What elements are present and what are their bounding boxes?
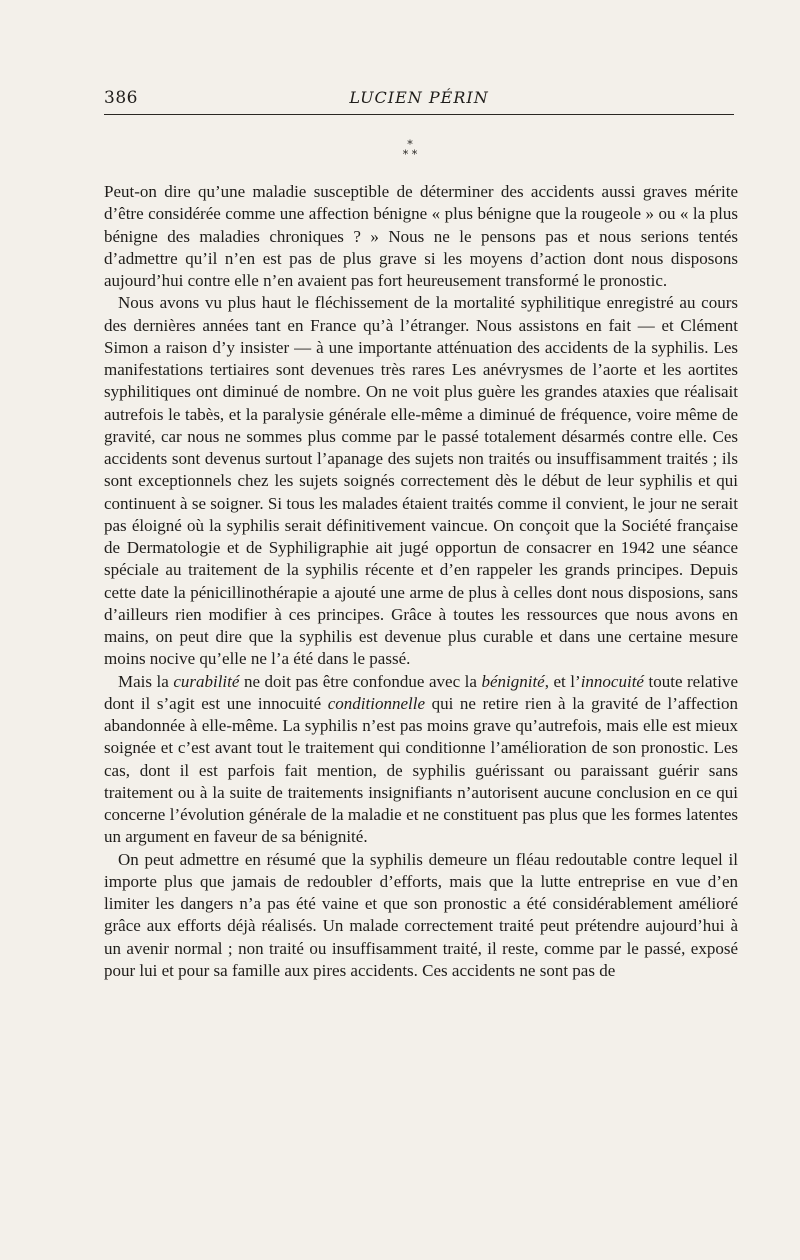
text-run: Mais la (118, 671, 174, 691)
asterism-bottom: * * (402, 148, 418, 161)
text-run: Nous avons vu plus haut le fléchissement de la mortalité syphilitique enregistré au cours des dernières années tant en France qu’à l’étranger. Nous assistons en fait — et Clément Simon a raison d’y insister — à une importante atténuation des accidents de la syphilis. Les manifestations tertiaires sont devenues très rares Les anévrysmes de l’aorte et les aortites syphilitiques ont diminué de nombre. On ne voit plus guère les grandes ataxies que réalisait autrefois le tabès, et la paralysie générale elle-même a diminué de fréquence, voire même de gravité, car nous ne sommes plus comme par le passé totalement désarmés contre elle. Ces accidents sont devenus surtout l’apanage des sujets non traités ou insuffisamment traités ; ils sont exceptionnels chez les sujets soignés correctement dès le début de leur syphilis et qui continuent à se soigner. Si tous les malades étaient traités comme il convient, le jour ne serait pas éloigné où la syphilis serait définitivement vaincue. On conçoit que la Société française de Dermatologie et de Syphiligraphie ait jugé opportun de consacrer en 1942 une séance spéciale au traitement de la syphilis récente et d’en rappeler les grands principes. Depuis cette date la pénicillinothérapie a ajouté une arme de plus à celles dont nous disposions, sans d’ailleurs rien modifier à ces principes. Grâce à toutes les ressources que nous avons en mains, on peut dire que la syphilis est devenue plus curable et dans une certaine mesure moins nocive qu’elle ne l’a été dans le passé. (104, 293, 738, 669)
italic-term: curabilité (173, 671, 240, 691)
text-run: On peut admettre en résumé que la syphilis demeure un fléau redoutable contre lequel il importe plus que jamais de redoubler d’efforts, mais que la lutte entreprise en vue d’en limiter les dangers n’a pas été vaine et que son pronostic a été considérablement amélioré grâce aux efforts déjà réalisés. Un malade correctement traité peut prétendre aujourd’hui à un avenir normal ; non traité ou insuffisamment traité, il reste, comme par le passé, exposé pour lui et pour sa famille aux pires accidents. Ces accidents ne sont pas de (104, 849, 738, 980)
paragraph (104, 849, 738, 983)
body-text (104, 181, 738, 982)
text-run: Peut-on dire qu’une maladie susceptible de déterminer des accidents aussi graves mérite d’être considérée comme une affection bénigne « plus bénigne que la rougeole » ou « la plus bénigne des maladies chroniques ? » Nous ne le pensons pas et nous serions tentés d’admettre qu’il n’en est pas de plus grave si les moyens d’action dont nous disposons aujourd’hui contre elle n’en avaient pas fort heureusement transformé le pronostic. (104, 182, 738, 290)
section-asterism (390, 140, 430, 160)
italic-term: innocuité (580, 671, 644, 691)
italic-term: bénignité (481, 671, 545, 691)
text-run: toute relative dont il s’agit est une innocuité (104, 671, 738, 713)
paragraph (104, 292, 738, 670)
italic-term: conditionnelle (327, 693, 425, 713)
page-number: 386 (104, 88, 138, 108)
paragraph (104, 181, 738, 292)
text-run: , et l’ (544, 671, 581, 691)
text-run: ne doit pas être confondue avec la (239, 671, 482, 691)
page-header (104, 88, 734, 115)
running-head: LUCIEN PÉRIN (349, 88, 489, 107)
asterism-top: * (407, 138, 413, 151)
text-run: qui ne retire rien à la gravité de l’affection abandonnée à elle-même. La syphilis n’est pas moins grave qu’autrefois, mais elle est mieux soignée et c’est avant tout le traitement qui conditionne l’amélioration de son pronostic. Les cas, dont il est parfois fait mention, de syphilis guérissant ou paraissant guérir sans traitement ou à la suite de traitements insignifiants n’autorisent aucune conclusion en ce qui concerne l’évolution générale de la maladie et ne constituent pas plus que les formes latentes un argument en faveur de sa bénignité. (104, 693, 738, 847)
paragraph (104, 671, 738, 849)
